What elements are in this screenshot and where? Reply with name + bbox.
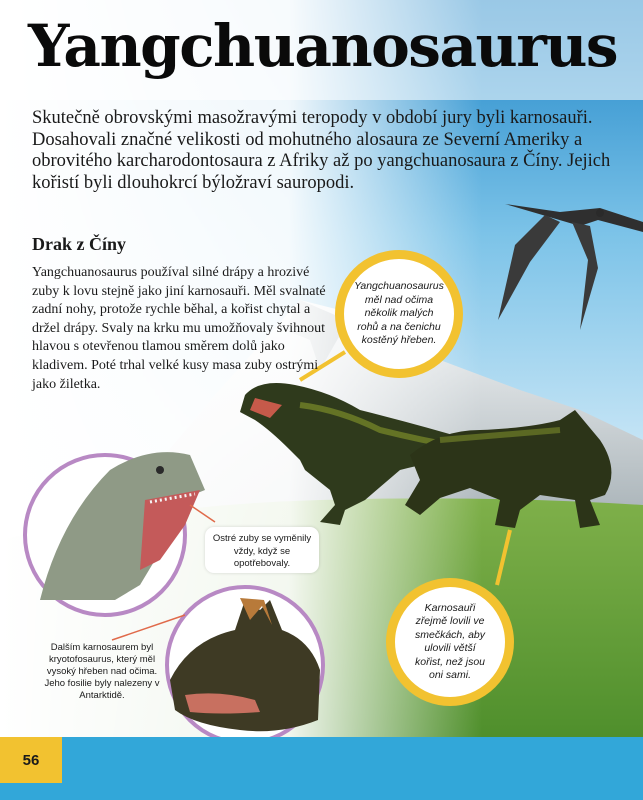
footer-bar [0, 737, 643, 800]
callout-teeth-text: Ostré zuby se vyměnily vždy, když se opotřebovaly. [212, 533, 312, 569]
section-body: Yangchuanosaurus používal silné drápy a hrozivé zuby k lovu stejně jako jiní karnosauři. Měl svalnaté zadní nohy, protože rychle běhal, a kořist chytal a držel drápy. Svaly na krku mu umožňovaly švihnout hlavou s otevřenou tlamou směrem dolů jako kladivem. Poté trhal velké kusy masa zuby ostrými jako žiletka. [32, 265, 326, 392]
callout-cryolophosaurus [38, 642, 166, 702]
callout-horns-text: Yangchuanosaurus měl nad očima několik malých rohů a na čenichu kostěný hřeben. [354, 280, 444, 347]
callout-packs [386, 578, 514, 706]
intro-paragraph: Skutečně obrovskými masožravými teropody v období jury byli karnosauři. Dosahovali značné velikosti od mohutného alosaura ze Severní Ameriky a obrovitého karcharodontosaura z Afriky až po yangchuanosaura z Číny. Jejich kořistí byli dlouhokrcí býložraví sauropodi. [32, 108, 611, 193]
callout-horns [335, 250, 463, 378]
page-number-text: 56 [22, 751, 40, 769]
page-number [0, 737, 62, 783]
page-title: Yangchuanosaurus [28, 12, 618, 80]
inset-head-cryolophosaurus [167, 587, 323, 743]
section-heading: Drak z Číny [32, 234, 126, 254]
callout-cryolophosaurus-text: Dalším karnosaurem byl kryotofosaurus, který měl vysoký hřeben nad očima. Jeho fosilie byly nalezeny v Antarktidě. [44, 642, 160, 701]
callout-packs-text: Karnosauři zřejmě lovili ve smečkách, aby ulovili větší kořist, než jsou oni sami. [414, 601, 486, 681]
callout-teeth [205, 527, 319, 573]
